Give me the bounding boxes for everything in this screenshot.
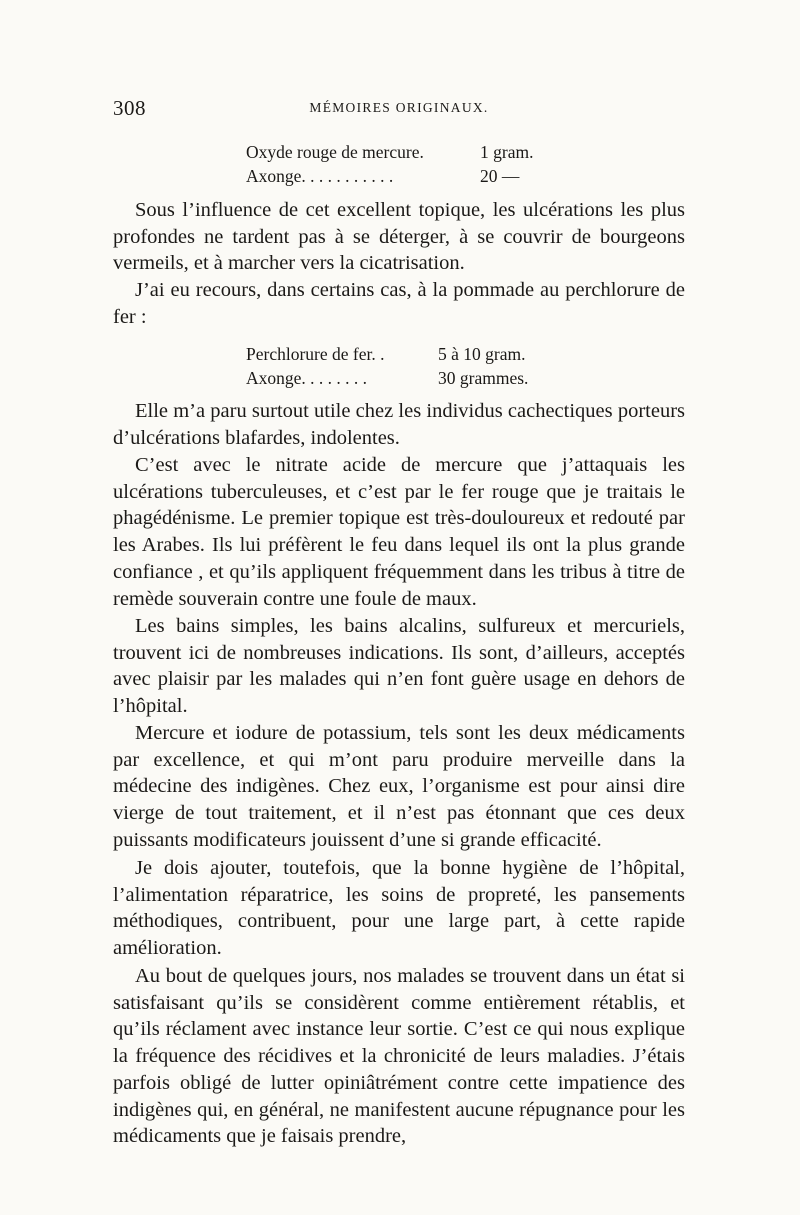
recipe-ingredient: Axonge. . . . . . . . . . . bbox=[246, 166, 394, 186]
page-header bbox=[113, 96, 685, 122]
recipe-ingredient: Oxyde rouge de mercure. bbox=[246, 142, 424, 162]
recipe-row bbox=[246, 140, 566, 164]
paragraph: Elle m’a paru surtout utile chez les individus cachectiques porteurs d’ulcérations blafardes, indolentes. bbox=[113, 400, 685, 449]
paragraph: Mercure et iodure de potassium, tels sont les deux médicaments par excellence, et qui m’ont paru produire merveille dans la médecine des indigènes. Chez eux, l’organisme est pour ainsi dire vierge de tout traitement, et il n’est pas étonnant que ces deux puissants modificateurs jouissent d’une si grande efficacité. bbox=[113, 722, 685, 851]
paragraph: Au bout de quelques jours, nos malades se trouvent dans un état si satisfaisant qu’ils se considèrent comme entièrement rétablis, et qu’ils réclament avec instance leur sortie. C’est ce qui nous explique la fréquence des récidives et la chronicité de leurs maladies. J’étais parfois obligé de lutter opiniâtrément contre cette impatience des indigènes qui, en général, ne manifestent aucune répugnance pour les médicaments que je faisais prendre, bbox=[113, 965, 685, 1148]
paragraph: C’est avec le nitrate acide de mercure que j’attaquais les ulcérations tuberculeuses, et c’est par le fer rouge que je traitais le phagédénisme. Le premier topique est très-douloureux et redouté par les Arabes. Ils lui préfèrent le feu dans lequel ils ont la plus grande confiance , et qu’ils appliquent fréquemment dans les tribus à titre de remède souverain contre une foule de maux. bbox=[113, 454, 685, 610]
page-number: 308 bbox=[113, 96, 146, 120]
recipe-quantity: 20 — bbox=[480, 166, 520, 186]
paragraph: Les bains simples, les bains alcalins, sulfureux et mercuriels, trouvent ici de nombreuses indications. Ils sont, d’ailleurs, acceptés avec plaisir par les malades qui n’en font guère usage en dehors de l’hôpital. bbox=[113, 615, 685, 718]
paragraph: J’ai eu recours, dans certains cas, à la pommade au perchlorure de fer : bbox=[113, 279, 685, 328]
recipe-mercury-ointment bbox=[246, 140, 566, 188]
running-title: MÉMOIRES ORIGINAUX. bbox=[309, 100, 489, 115]
paragraph: Sous l’influence de cet excellent topique, les ulcérations les plus profondes ne tardent pas à se déterger, à se couvrir de bourgeons vermeils, et à marcher vers la cicatrisation. bbox=[113, 199, 685, 275]
recipe-row bbox=[246, 366, 576, 390]
recipe-quantity: 30 grammes. bbox=[438, 368, 529, 388]
recipe-quantity: 1 gram. bbox=[480, 142, 534, 162]
recipe-ingredient: Perchlorure de fer. . bbox=[246, 344, 385, 364]
recipe-perchloride-ointment bbox=[246, 342, 576, 390]
recipe-row bbox=[246, 164, 566, 188]
paragraph: Je dois ajouter, toutefois, que la bonne hygiène de l’hôpital, l’alimentation réparatrice, les soins de propreté, les pansements méthodiques, contribuent, pour une large part, à cette rapide amélioration. bbox=[113, 857, 685, 960]
recipe-quantity: 5 à 10 gram. bbox=[438, 344, 526, 364]
recipe-ingredient: Axonge. . . . . . . . bbox=[246, 368, 368, 388]
recipe-row bbox=[246, 342, 576, 366]
